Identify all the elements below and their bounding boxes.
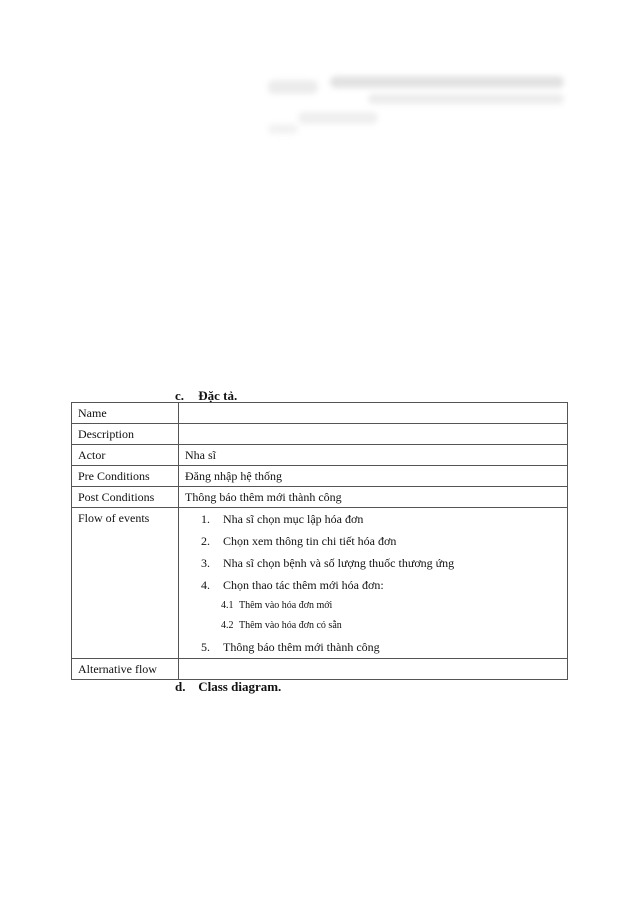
flow-step-number: 4.1 — [221, 600, 234, 611]
actor-value: Nha sĩ — [179, 445, 568, 466]
post-conditions-label: Post Conditions — [72, 487, 179, 508]
flow-step — [185, 508, 567, 530]
flow-step — [185, 636, 567, 658]
name-label: Name — [72, 403, 179, 424]
row-name — [72, 403, 568, 424]
flow-step-text: Chọn xem thông tin chi tiết hóa đơn — [223, 534, 397, 548]
flow-step-text: Nha sĩ chọn mục lập hóa đơn — [223, 512, 364, 526]
row-actor — [72, 445, 568, 466]
section-d-title: Class diagram. — [198, 679, 282, 694]
row-pre-conditions — [72, 466, 568, 487]
flow-of-events-value — [179, 508, 568, 659]
use-case-spec-table — [71, 402, 568, 680]
flow-step — [185, 552, 567, 574]
flow-step-text: Thêm vào hóa đơn mới — [239, 600, 333, 611]
row-flow-of-events — [72, 508, 568, 659]
section-c-title: Đặc tả. — [198, 388, 238, 403]
name-value — [179, 403, 568, 424]
alternative-flow-label: Alternative flow — [72, 659, 179, 680]
flow-step-number: 3. — [201, 556, 210, 570]
post-conditions-value: Thông báo thêm mới thành công — [179, 487, 568, 508]
flow-step-number: 4. — [201, 578, 210, 592]
blurred-diagram-image — [268, 72, 564, 134]
description-value — [179, 424, 568, 445]
flow-steps-list — [185, 508, 567, 658]
pre-conditions-label: Pre Conditions — [72, 466, 179, 487]
pre-conditions-value: Đăng nhập hệ thống — [179, 466, 568, 487]
section-d-heading — [175, 679, 281, 695]
flow-step-number: 1. — [201, 512, 210, 526]
row-post-conditions — [72, 487, 568, 508]
flow-step-number: 4.2 — [221, 620, 234, 631]
section-d-marker: d. — [175, 679, 186, 694]
flow-step-number: 2. — [201, 534, 210, 548]
flow-step — [185, 574, 567, 596]
flow-step-text: Thông báo thêm mới thành công — [223, 640, 380, 654]
flow-step — [185, 530, 567, 552]
actor-label: Actor — [72, 445, 179, 466]
alternative-flow-value — [179, 659, 568, 680]
flow-step-text: Chọn thao tác thêm mới hóa đơn: — [223, 578, 384, 592]
flow-step-text: Nha sĩ chọn bệnh và số lượng thuốc thương ứng — [223, 556, 455, 570]
section-c-marker: c. — [175, 388, 185, 403]
row-description — [72, 424, 568, 445]
flow-substep — [185, 596, 567, 616]
flow-of-events-label: Flow of events — [72, 508, 179, 659]
flow-substep — [185, 616, 567, 636]
row-alternative-flow — [72, 659, 568, 680]
description-label: Description — [72, 424, 179, 445]
flow-step-number: 5. — [201, 640, 210, 654]
flow-step-text: Thêm vào hóa đơn có sẵn — [239, 620, 342, 631]
